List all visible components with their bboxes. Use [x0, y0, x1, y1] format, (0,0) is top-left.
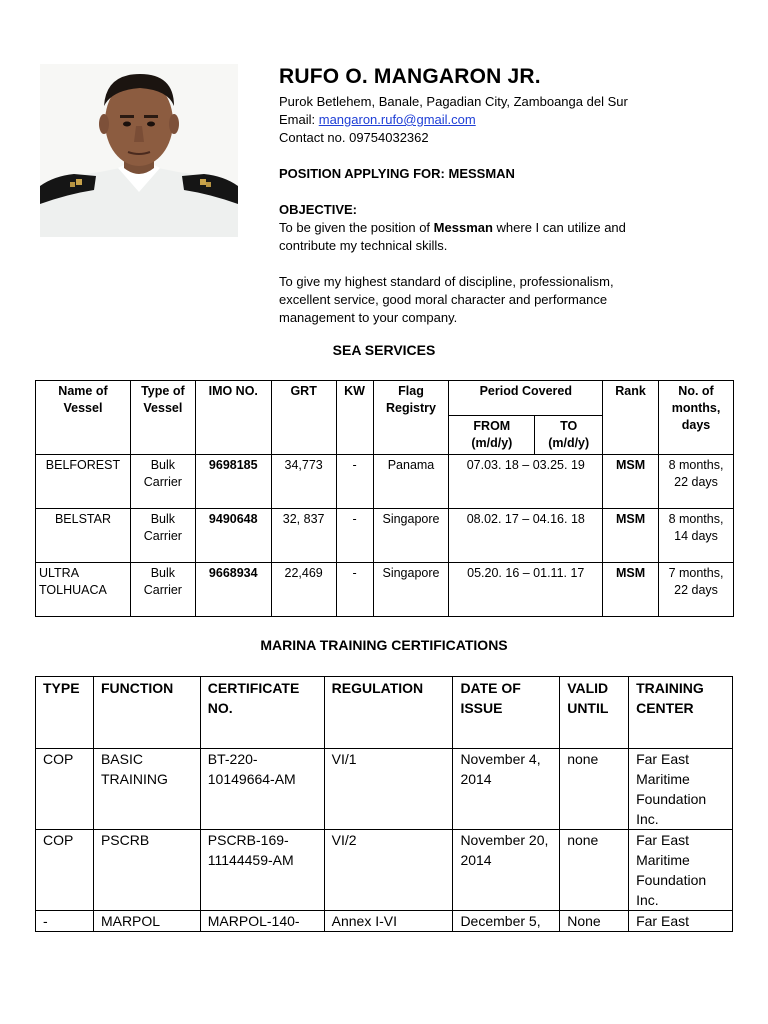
header-date-of-issue: DATE OF ISSUE: [453, 677, 560, 749]
header-certificate-no: CERTIFICATE NO.: [200, 677, 324, 749]
sea-services-table: [35, 380, 734, 617]
cert-type: COP: [36, 830, 94, 911]
cert-number: BT-220-10149664-AM: [200, 749, 324, 830]
duration-value: 7 months, 22 days: [659, 563, 734, 617]
cert-regulation: VI/2: [324, 830, 453, 911]
vessel-type: Bulk Carrier: [130, 563, 195, 617]
rank-value: MSM: [603, 455, 659, 509]
applicant-name: RUFO O. MANGARON JR.: [279, 65, 541, 88]
contact-number: Contact no. 09754032362: [279, 130, 429, 145]
kw-value: -: [336, 563, 373, 617]
duration-value: 8 months, 22 days: [659, 455, 734, 509]
grt-value: 22,469: [271, 563, 336, 617]
cert-valid-until: None: [560, 911, 629, 932]
header-rank: Rank: [603, 381, 659, 455]
resume-header: [279, 64, 739, 327]
period-covered: 07.03. 18 – 03.25. 19: [449, 455, 603, 509]
rank-value: MSM: [603, 563, 659, 617]
table-row: [36, 911, 733, 932]
table-row: [36, 455, 734, 509]
email-label: Email:: [279, 112, 319, 127]
period-covered: 05.20. 16 – 01.11. 17: [449, 563, 603, 617]
header-from: FROM (m/d/y): [449, 416, 535, 455]
vessel-name: ULTRA TOLHUACA: [36, 563, 131, 617]
page-cutoff: [0, 932, 768, 1024]
kw-value: -: [336, 455, 373, 509]
statement-line-1: To give my highest standard of discipline, professionalism,: [279, 274, 614, 289]
header-grt: GRT: [271, 381, 336, 455]
cert-function: PSCRB: [93, 830, 200, 911]
header-imo: IMO NO.: [195, 381, 271, 455]
flag-registry: Singapore: [373, 509, 449, 563]
objective-label: OBJECTIVE:: [279, 202, 358, 217]
cert-number: MARPOL-140-: [200, 911, 324, 932]
header-training-center: TRAINING CENTER: [629, 677, 733, 749]
email-link[interactable]: mangaron.rufo@gmail.com: [318, 112, 476, 127]
table-row: [36, 830, 733, 911]
cert-valid-until: none: [560, 830, 629, 911]
cert-training-center: Far East Maritime Foundation Inc.: [629, 749, 733, 830]
cert-training-center: Far East: [629, 911, 733, 932]
header-regulation: REGULATION: [324, 677, 453, 749]
cert-function: BASIC TRAINING: [93, 749, 200, 830]
cert-date-issue: November 4, 2014: [453, 749, 560, 830]
grt-value: 34,773: [271, 455, 336, 509]
objective-position: Messman: [433, 220, 493, 235]
portrait-image: [40, 64, 238, 237]
marina-title: MARINA TRAINING CERTIFICATIONS: [260, 637, 508, 653]
cert-type: COP: [36, 749, 94, 830]
address: Purok Betlehem, Banale, Pagadian City, Zamboanga del Sur: [279, 94, 628, 109]
objective-line-1: [279, 219, 739, 237]
vessel-name: BELFOREST: [36, 455, 131, 509]
header-to: TO (m/d/y): [535, 416, 603, 455]
header-vessel-name: Name of Vessel: [36, 381, 131, 455]
imo-number: 9490648: [195, 509, 271, 563]
cert-type: -: [36, 911, 94, 932]
cert-regulation: Annex I-VI: [324, 911, 453, 932]
header-kw: KW: [336, 381, 373, 455]
flag-registry: Panama: [373, 455, 449, 509]
table-row: [36, 563, 734, 617]
objective-text-post: where I can utilize and: [492, 220, 626, 235]
sea-services-title: SEA SERVICES: [332, 342, 436, 358]
imo-number: 9668934: [195, 563, 271, 617]
header-flag: Flag Registry: [373, 381, 449, 455]
vessel-type: Bulk Carrier: [130, 455, 195, 509]
cert-date-issue: November 20, 2014: [453, 830, 560, 911]
grt-value: 32, 837: [271, 509, 336, 563]
vessel-name: BELSTAR: [36, 509, 131, 563]
objective-line-2: contribute my technical skills.: [279, 238, 448, 253]
statement-line-2: excellent service, good moral character and performance: [279, 292, 608, 307]
header-vessel-type: Type of Vessel: [130, 381, 195, 455]
cert-regulation: VI/1: [324, 749, 453, 830]
table-row: [36, 509, 734, 563]
statement-line-3: management to your company.: [279, 310, 458, 325]
email-line: [279, 111, 739, 129]
cert-training-center: Far East Maritime Foundation Inc.: [629, 830, 733, 911]
period-covered: 08.02. 17 – 04.16. 18: [449, 509, 603, 563]
cert-number: PSCRB-169-11144459-AM: [200, 830, 324, 911]
marina-certifications-table: [35, 676, 733, 932]
kw-value: -: [336, 509, 373, 563]
cert-function: MARPOL: [93, 911, 200, 932]
header-function: FUNCTION: [93, 677, 200, 749]
duration-value: 8 months, 14 days: [659, 509, 734, 563]
profile-photo: [40, 64, 238, 237]
header-valid-until: VALID UNTIL: [560, 677, 629, 749]
header-type: TYPE: [36, 677, 94, 749]
cert-date-issue: December 5,: [453, 911, 560, 932]
position-applying: POSITION APPLYING FOR: MESSMAN: [279, 166, 515, 181]
header-months: No. of months, days: [659, 381, 734, 455]
objective-text-pre: To be given the position of: [279, 220, 434, 235]
rank-value: MSM: [603, 509, 659, 563]
imo-number: 9698185: [195, 455, 271, 509]
flag-registry: Singapore: [373, 563, 449, 617]
vessel-type: Bulk Carrier: [130, 509, 195, 563]
table-row: [36, 749, 733, 830]
cert-valid-until: none: [560, 749, 629, 830]
header-period: Period Covered: [449, 381, 603, 416]
